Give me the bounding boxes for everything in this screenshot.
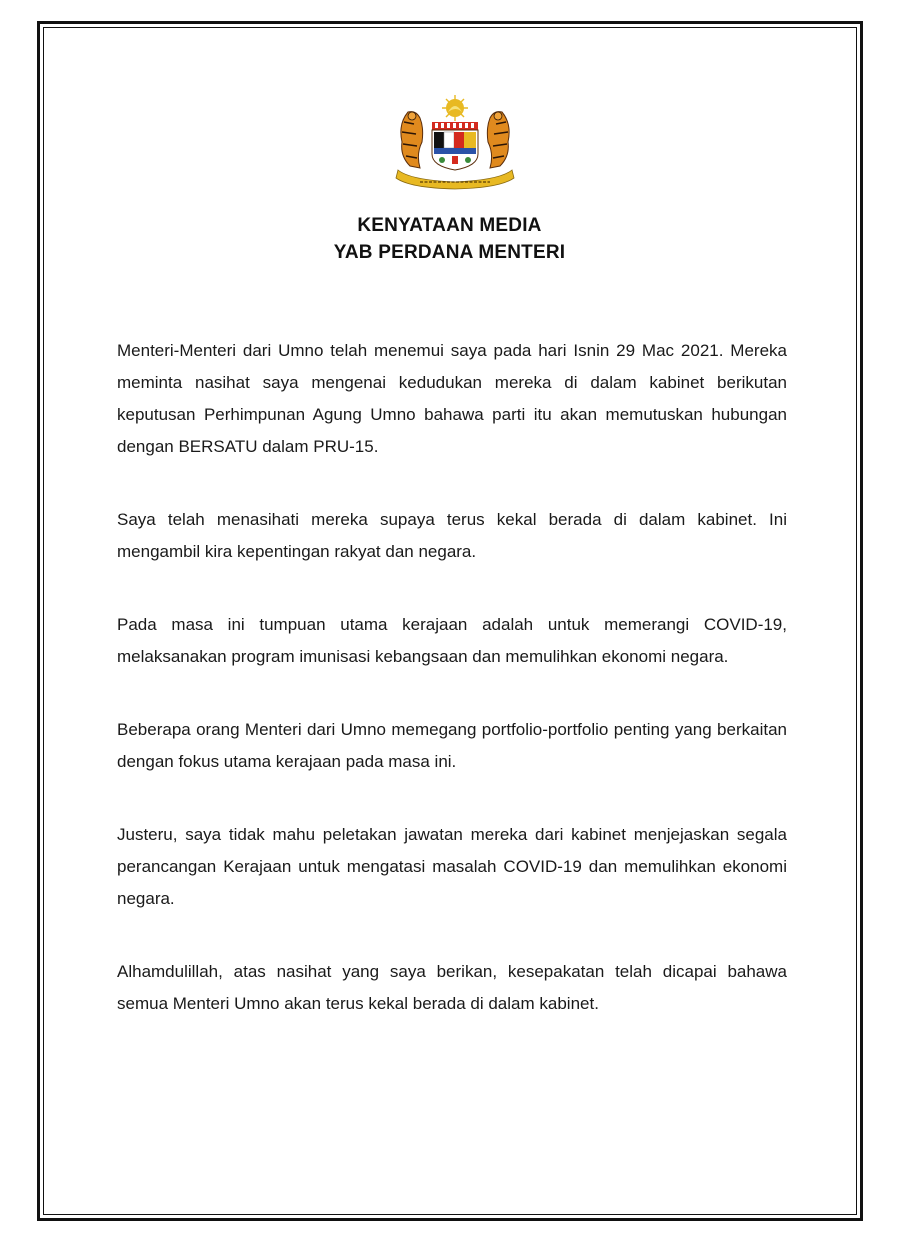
paragraph: Alhamdulillah, atas nasihat yang saya berikan, kesepakatan telah dicapai bahawa semua Menteri Umno akan terus kekal berada di dalam kabinet. xyxy=(117,962,787,1013)
statement-body xyxy=(117,335,787,1061)
heading-line-2: YAB PERDANA MENTERI xyxy=(333,242,566,263)
crest-motto-ribbon xyxy=(396,170,514,189)
crest-shield xyxy=(432,122,478,170)
coat-of-arms-icon xyxy=(390,94,520,190)
paragraph: Saya telah menasihati mereka supaya terus kekal berada di dalam kabinet. Ini mengambil kira kepentingan rakyat dan negara. xyxy=(117,510,787,561)
paragraph: Justeru, saya tidak mahu peletakan jawatan mereka dari kabinet menjejaskan segala perancangan Kerajaan untuk mengatasi masalah COVID-19 dan memulihkan ekonomi negara. xyxy=(117,825,787,908)
paragraph: Beberapa orang Menteri dari Umno memegang portfolio-portfolio penting yang berkaitan dengan fokus utama kerajaan pada masa ini. xyxy=(117,720,787,771)
crest-star xyxy=(442,95,468,121)
paragraph: Pada masa ini tumpuan utama kerajaan adalah untuk memerangi COVID-19, melaksanakan program imunisasi kebangsaan dan memulihkan ekonomi negara. xyxy=(117,615,787,666)
paragraph: Menteri-Menteri dari Umno telah menemui saya pada hari Isnin 29 Mac 2021. Mereka meminta nasihat saya mengenai kedudukan mereka di dalam kabinet berikutan keputusan Perhimpunan Agung Umno bahawa parti itu akan memutuskan hubungan dengan BERSATU dalam PRU-15. xyxy=(117,341,787,456)
left-tiger xyxy=(401,112,423,168)
right-tiger xyxy=(487,112,509,168)
heading-line-1: KENYATAAN MEDIA xyxy=(357,215,542,236)
